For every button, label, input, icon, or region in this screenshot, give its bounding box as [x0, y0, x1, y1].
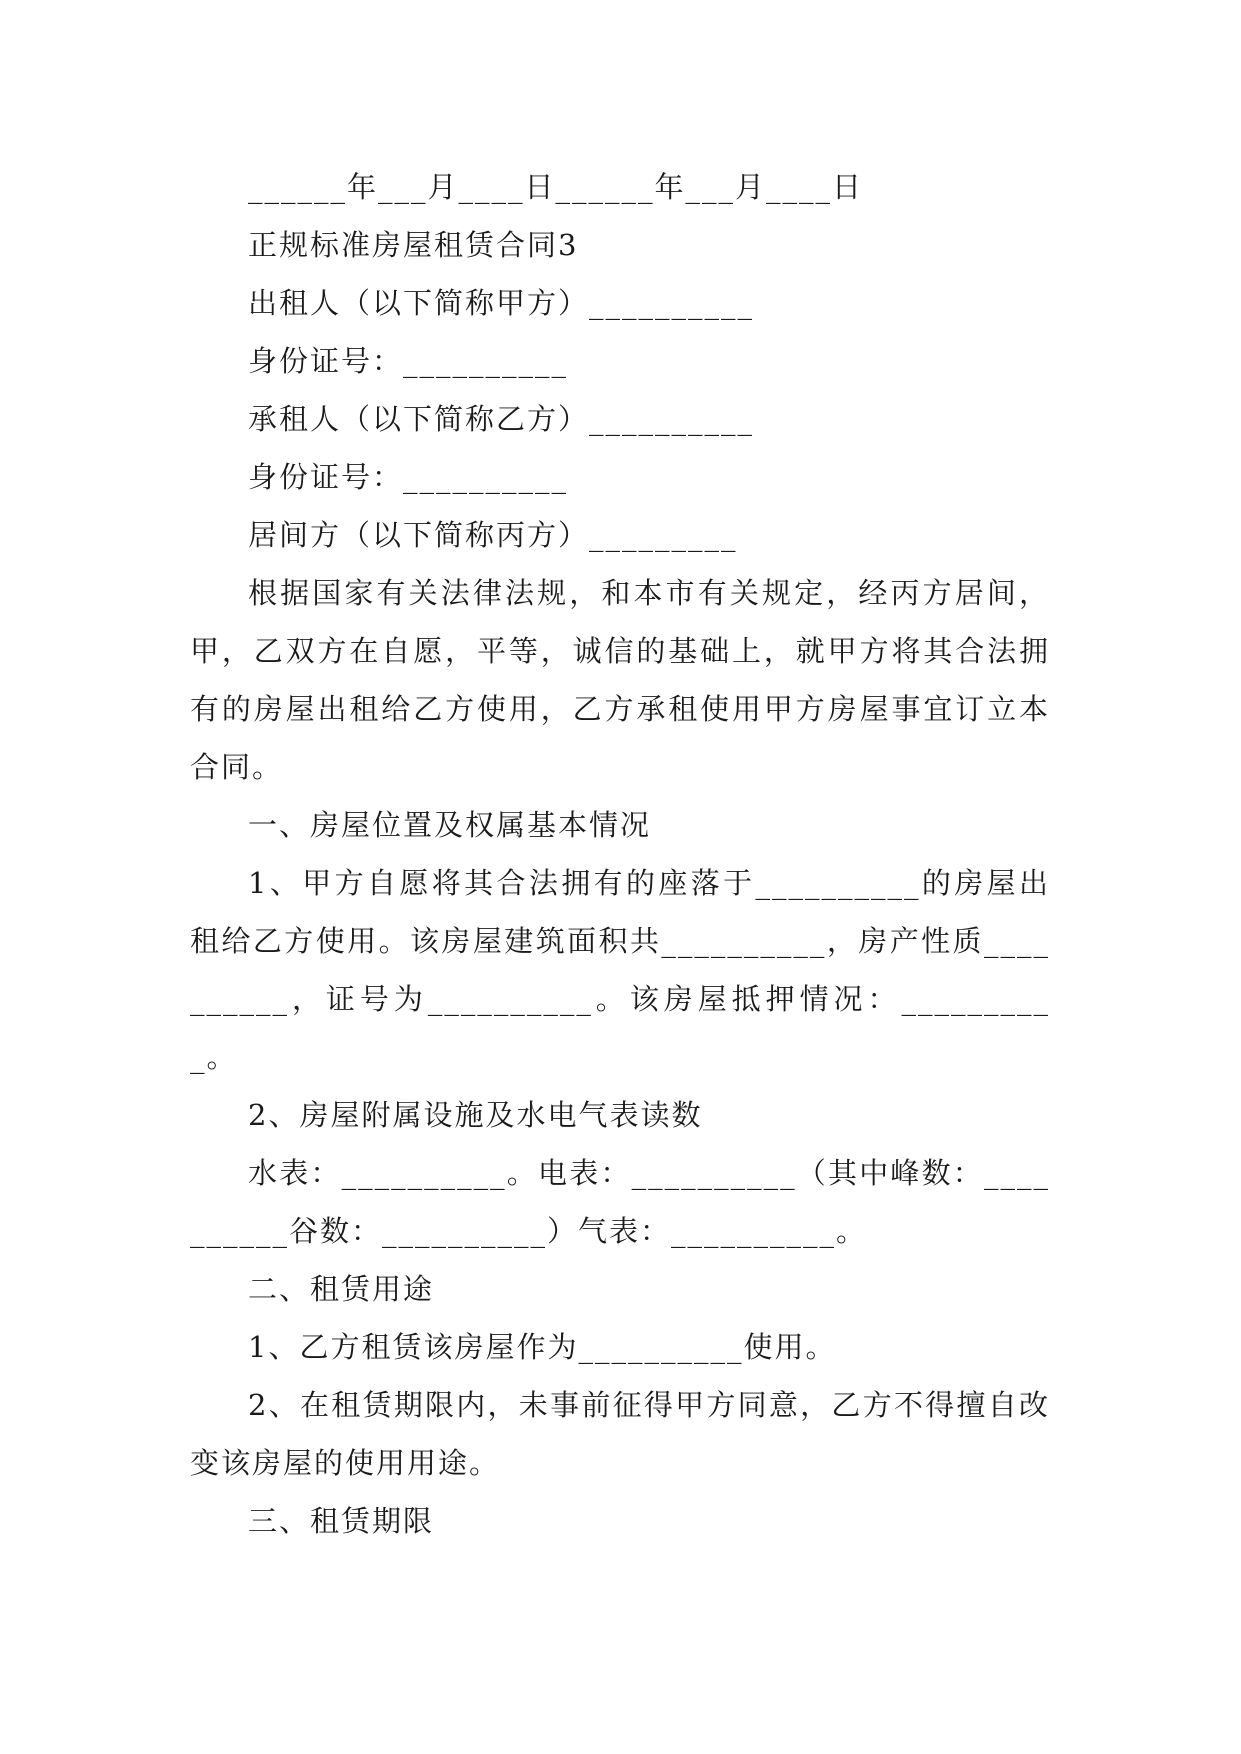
section-2-item-2: 2、在租赁期限内，未事前征得甲方同意，乙方不得擅自改变该房屋的使用用途。: [190, 1388, 1050, 1480]
contract-title: 正规标准房屋租赁合同3: [248, 228, 579, 262]
lessor-line: 出租人（以下简称甲方）__________: [248, 286, 755, 320]
section-2-item-1: 1、乙方租赁该房屋作为__________使用。: [248, 1330, 837, 1364]
lessee-id-line: 身份证号：__________: [248, 460, 569, 494]
lessee-line: 承租人（以下简称乙方）__________: [248, 402, 755, 436]
preamble-paragraph: 根据国家有关法律法规，和本市有关规定，经丙方居间，甲，乙双方在自愿，平等，诚信的基础上，就甲方将其合法拥有的房屋出租给乙方使用，乙方承租使用甲方房屋事宜订立本合同。: [190, 576, 1050, 784]
section-1-title: 一、房屋位置及权属基本情况: [248, 808, 652, 842]
section-3-title: 三、租赁期限: [248, 1504, 435, 1538]
date-line: ______年___月____日______年___月____日: [248, 170, 864, 204]
meter-readings: 水表：__________。电表：__________（其中峰数：__________谷数：__________）气表：__________。: [190, 1156, 1050, 1248]
broker-line: 居间方（以下简称丙方）_________: [248, 518, 738, 552]
document-body: [190, 158, 1050, 1550]
section-1-item-1: 1、甲方自愿将其合法拥有的座落于__________的房屋出租给乙方使用。该房屋建筑面积共__________，房产性质__________，证号为__________。该房屋抵押情况：__________。: [190, 866, 1050, 1074]
section-1-item-2: 2、房屋附属设施及水电气表读数: [248, 1098, 703, 1132]
lessor-id-line: 身份证号：__________: [248, 344, 569, 378]
section-2-title: 二、租赁用途: [248, 1272, 435, 1306]
